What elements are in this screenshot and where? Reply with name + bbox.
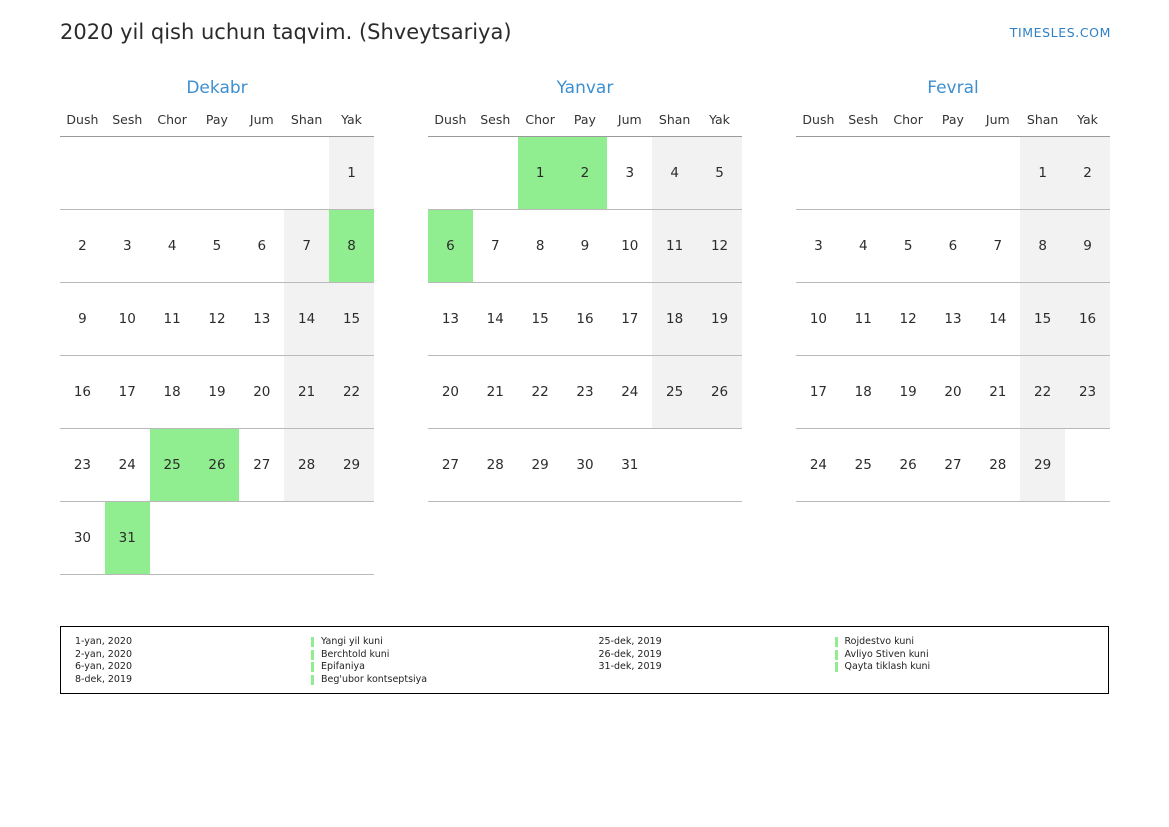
holiday-day-cell[interactable]: 31 xyxy=(105,502,150,575)
empty-day-cell xyxy=(796,137,841,210)
legend-label: Rojdestvo kuni xyxy=(844,636,915,647)
week-row xyxy=(60,429,374,502)
empty-day-cell xyxy=(150,137,195,210)
week-row xyxy=(60,283,374,356)
legend-item xyxy=(75,674,585,687)
holiday-color-swatch-icon xyxy=(835,662,838,672)
weekday-header: Shan xyxy=(284,112,329,137)
day-cell[interactable]: 3 xyxy=(105,210,150,283)
legend-label: Yangi yil kuni xyxy=(321,636,383,647)
weekday-header: Jum xyxy=(607,112,652,137)
day-cell[interactable]: 13 xyxy=(239,283,284,356)
day-cell[interactable]: 20 xyxy=(428,356,473,429)
holiday-color-swatch-icon xyxy=(311,662,314,672)
page-title: 2020 yil qish uchun taqvim. (Shveytsariya) xyxy=(60,20,512,44)
month-block xyxy=(428,78,742,575)
day-cell[interactable]: 19 xyxy=(886,356,931,429)
day-cell[interactable]: 17 xyxy=(796,356,841,429)
day-cell[interactable]: 6 xyxy=(931,210,976,283)
month-grid xyxy=(428,112,742,502)
day-cell[interactable]: 23 xyxy=(563,356,608,429)
weekend-day-cell[interactable]: 22 xyxy=(1020,356,1065,429)
legend-date: 25-dek, 2019 xyxy=(598,636,662,647)
day-cell[interactable]: 6 xyxy=(239,210,284,283)
empty-day-cell xyxy=(841,137,886,210)
weekend-day-cell[interactable]: 5 xyxy=(697,137,742,210)
week-row xyxy=(796,210,1110,283)
day-cell[interactable]: 3 xyxy=(796,210,841,283)
weekday-header: Pay xyxy=(931,112,976,137)
months-container xyxy=(60,78,1110,575)
holiday-color-swatch-icon xyxy=(311,650,314,660)
week-row xyxy=(428,210,742,283)
page-header xyxy=(0,0,1169,62)
weekend-day-cell[interactable]: 29 xyxy=(329,429,374,502)
weekend-day-cell[interactable]: 23 xyxy=(1065,356,1110,429)
weekday-header: Yak xyxy=(697,112,742,137)
day-cell[interactable]: 16 xyxy=(60,356,105,429)
day-cell[interactable]: 18 xyxy=(150,356,195,429)
day-cell[interactable]: 3 xyxy=(607,137,652,210)
legend-item xyxy=(75,661,585,674)
holiday-day-cell[interactable]: 8 xyxy=(329,210,374,283)
day-cell[interactable]: 7 xyxy=(975,210,1020,283)
day-cell[interactable]: 24 xyxy=(607,356,652,429)
holiday-day-cell[interactable]: 1 xyxy=(518,137,563,210)
day-cell[interactable]: 28 xyxy=(975,429,1020,502)
empty-day-cell xyxy=(60,137,105,210)
day-cell[interactable]: 5 xyxy=(886,210,931,283)
month-name: Fevral xyxy=(927,78,979,98)
empty-day-cell xyxy=(652,429,697,502)
week-row xyxy=(796,356,1110,429)
week-row xyxy=(428,429,742,502)
month-block xyxy=(60,78,374,575)
day-cell[interactable]: 12 xyxy=(886,283,931,356)
weekday-header: Shan xyxy=(1020,112,1065,137)
day-cell[interactable]: 24 xyxy=(796,429,841,502)
week-row xyxy=(60,210,374,283)
legend-label: Qayta tiklash kuni xyxy=(844,661,931,673)
month-name: Dekabr xyxy=(186,78,248,98)
day-cell[interactable]: 14 xyxy=(473,283,518,356)
day-cell[interactable]: 11 xyxy=(150,283,195,356)
empty-day-cell xyxy=(105,137,150,210)
weekday-header: Chor xyxy=(150,112,195,137)
weekend-day-cell[interactable]: 19 xyxy=(697,283,742,356)
day-cell[interactable]: 10 xyxy=(105,283,150,356)
empty-day-cell xyxy=(931,137,976,210)
weekday-header: Dush xyxy=(428,112,473,137)
legend-date: 2-yan, 2020 xyxy=(75,648,132,660)
day-cell[interactable]: 9 xyxy=(563,210,608,283)
empty-day-cell xyxy=(195,502,240,575)
empty-day-cell xyxy=(195,137,240,210)
weekday-header: Pay xyxy=(195,112,240,137)
day-cell[interactable]: 20 xyxy=(931,356,976,429)
month-grid xyxy=(60,112,374,575)
weekend-day-cell[interactable]: 26 xyxy=(697,356,742,429)
day-cell[interactable]: 5 xyxy=(195,210,240,283)
legend-date: 26-dek, 2019 xyxy=(598,648,662,660)
empty-day-cell xyxy=(697,429,742,502)
day-cell[interactable]: 15 xyxy=(518,283,563,356)
weekend-day-cell[interactable]: 9 xyxy=(1065,210,1110,283)
weekend-day-cell[interactable]: 29 xyxy=(1020,429,1065,502)
day-cell[interactable]: 10 xyxy=(796,283,841,356)
legend-item xyxy=(599,649,1109,662)
week-row xyxy=(796,137,1110,210)
day-cell[interactable]: 22 xyxy=(518,356,563,429)
legend-date: 1-yan, 2020 xyxy=(75,636,132,647)
weekday-header: Pay xyxy=(563,112,608,137)
legend-column-right xyxy=(585,627,1109,693)
day-cell[interactable]: 30 xyxy=(563,429,608,502)
empty-day-cell xyxy=(239,502,284,575)
holiday-day-cell[interactable]: 6 xyxy=(428,210,473,283)
day-cell[interactable]: 10 xyxy=(607,210,652,283)
week-row xyxy=(60,356,374,429)
day-cell[interactable]: 13 xyxy=(428,283,473,356)
holiday-day-cell[interactable]: 2 xyxy=(563,137,608,210)
legend-label: Epifaniya xyxy=(321,661,365,673)
day-cell[interactable]: 29 xyxy=(518,429,563,502)
legend-box xyxy=(60,626,1109,694)
day-cell[interactable]: 27 xyxy=(428,429,473,502)
legend-label: Berchtold kuni xyxy=(321,648,390,660)
month-grid xyxy=(796,112,1110,502)
day-cell[interactable]: 30 xyxy=(60,502,105,575)
day-cell[interactable]: 23 xyxy=(60,429,105,502)
day-cell[interactable]: 17 xyxy=(105,356,150,429)
day-cell[interactable]: 24 xyxy=(105,429,150,502)
weekend-day-cell[interactable]: 14 xyxy=(284,283,329,356)
week-row xyxy=(428,137,742,210)
empty-day-cell xyxy=(284,502,329,575)
week-row xyxy=(428,283,742,356)
weekday-header: Sesh xyxy=(841,112,886,137)
day-cell[interactable]: 31 xyxy=(607,429,652,502)
empty-day-cell xyxy=(1065,429,1110,502)
legend-item xyxy=(599,661,1109,674)
weekend-day-cell[interactable]: 25 xyxy=(652,356,697,429)
weekday-header: Chor xyxy=(886,112,931,137)
weekday-header: Sesh xyxy=(473,112,518,137)
weekend-day-cell[interactable]: 11 xyxy=(652,210,697,283)
legend-date: 31-dek, 2019 xyxy=(598,661,662,673)
weekday-header-row xyxy=(60,112,374,137)
legend-item xyxy=(599,636,1109,649)
weekday-header: Dush xyxy=(796,112,841,137)
month-block xyxy=(796,78,1110,575)
day-cell[interactable]: 7 xyxy=(473,210,518,283)
holiday-color-swatch-icon xyxy=(835,637,838,647)
day-cell[interactable]: 14 xyxy=(975,283,1020,356)
weekend-day-cell[interactable]: 21 xyxy=(284,356,329,429)
day-cell[interactable]: 12 xyxy=(195,283,240,356)
weekend-day-cell[interactable]: 15 xyxy=(329,283,374,356)
day-cell[interactable]: 27 xyxy=(931,429,976,502)
month-name: Yanvar xyxy=(556,78,614,98)
legend-column-left xyxy=(61,627,585,693)
empty-day-cell xyxy=(975,137,1020,210)
week-row xyxy=(796,283,1110,356)
legend-label: Avliyo Stiven kuni xyxy=(844,648,929,660)
weekday-header: Yak xyxy=(329,112,374,137)
day-cell[interactable]: 4 xyxy=(150,210,195,283)
weekend-day-cell[interactable]: 12 xyxy=(697,210,742,283)
weekend-day-cell[interactable]: 1 xyxy=(1020,137,1065,210)
legend-date: 6-yan, 2020 xyxy=(75,661,132,673)
week-row xyxy=(60,502,374,575)
weekday-header: Dush xyxy=(60,112,105,137)
weekday-header-row xyxy=(428,112,742,137)
weekend-day-cell[interactable]: 16 xyxy=(1065,283,1110,356)
empty-day-cell xyxy=(239,137,284,210)
empty-day-cell xyxy=(329,502,374,575)
day-cell[interactable]: 21 xyxy=(975,356,1020,429)
weekend-day-cell[interactable]: 2 xyxy=(1065,137,1110,210)
empty-day-cell xyxy=(284,137,329,210)
weekday-header: Jum xyxy=(975,112,1020,137)
day-cell[interactable]: 8 xyxy=(518,210,563,283)
holiday-color-swatch-icon xyxy=(311,637,314,647)
holiday-day-cell[interactable]: 25 xyxy=(150,429,195,502)
legend-label: Beg'ubor kontseptsiya xyxy=(321,673,428,685)
day-cell[interactable]: 16 xyxy=(563,283,608,356)
holiday-color-swatch-icon xyxy=(311,675,314,685)
weekday-header: Shan xyxy=(652,112,697,137)
day-cell[interactable]: 20 xyxy=(239,356,284,429)
day-cell[interactable]: 17 xyxy=(607,283,652,356)
weekend-day-cell[interactable]: 18 xyxy=(652,283,697,356)
day-cell[interactable]: 19 xyxy=(195,356,240,429)
empty-day-cell xyxy=(886,137,931,210)
weekend-day-cell[interactable]: 15 xyxy=(1020,283,1065,356)
week-row xyxy=(796,429,1110,502)
weekend-day-cell[interactable]: 4 xyxy=(652,137,697,210)
weekday-header: Yak xyxy=(1065,112,1110,137)
holiday-day-cell[interactable]: 26 xyxy=(195,429,240,502)
weekend-day-cell[interactable]: 22 xyxy=(329,356,374,429)
day-cell[interactable]: 25 xyxy=(841,429,886,502)
weekday-header: Jum xyxy=(239,112,284,137)
day-cell[interactable]: 18 xyxy=(841,356,886,429)
weekend-day-cell[interactable]: 8 xyxy=(1020,210,1065,283)
week-row xyxy=(60,137,374,210)
weekday-header: Sesh xyxy=(105,112,150,137)
empty-day-cell xyxy=(428,137,473,210)
day-cell[interactable]: 2 xyxy=(60,210,105,283)
day-cell[interactable]: 9 xyxy=(60,283,105,356)
week-row xyxy=(428,356,742,429)
site-brand-link[interactable]: TIMESLES.COM xyxy=(1009,25,1111,40)
day-cell[interactable]: 26 xyxy=(886,429,931,502)
legend-item xyxy=(75,636,585,649)
day-cell[interactable]: 21 xyxy=(473,356,518,429)
weekday-header-row xyxy=(796,112,1110,137)
day-cell[interactable]: 11 xyxy=(841,283,886,356)
holiday-color-swatch-icon xyxy=(835,650,838,660)
legend-item xyxy=(75,649,585,662)
empty-day-cell xyxy=(150,502,195,575)
day-cell[interactable]: 28 xyxy=(473,429,518,502)
weekday-header: Chor xyxy=(518,112,563,137)
weekend-day-cell[interactable]: 1 xyxy=(329,137,374,210)
day-cell[interactable]: 13 xyxy=(931,283,976,356)
empty-day-cell xyxy=(473,137,518,210)
day-cell[interactable]: 4 xyxy=(841,210,886,283)
weekend-day-cell[interactable]: 7 xyxy=(284,210,329,283)
legend-date: 8-dek, 2019 xyxy=(75,673,133,685)
day-cell[interactable]: 27 xyxy=(239,429,284,502)
weekend-day-cell[interactable]: 28 xyxy=(284,429,329,502)
